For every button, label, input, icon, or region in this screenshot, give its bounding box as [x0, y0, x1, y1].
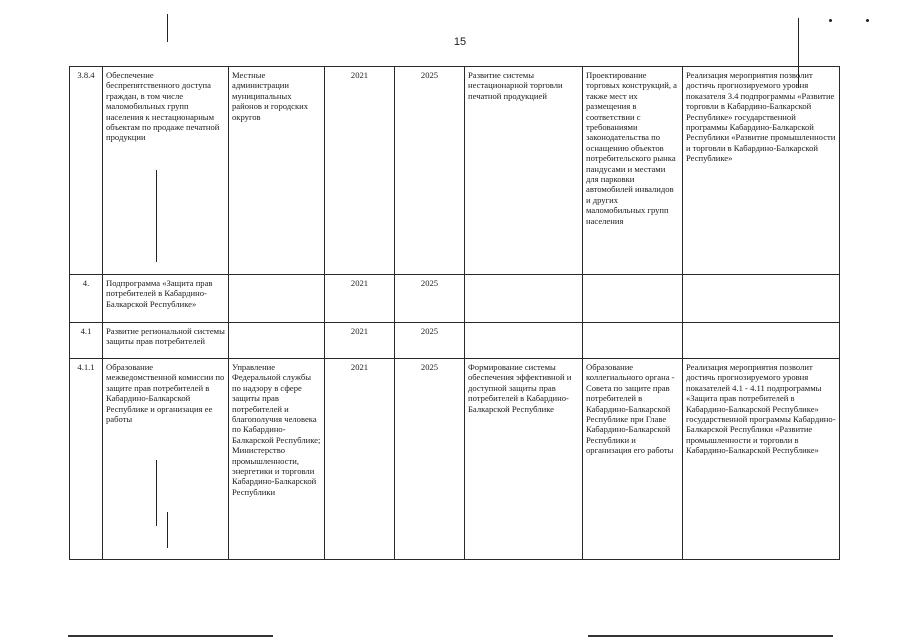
scan-line — [167, 512, 168, 548]
end-year: 2025 — [395, 67, 465, 275]
indicator-impact: Реализация мероприятия позволит достичь прогнозируемого уровня показателя 3.4 подпрограммы «Развитие торговли в Кабардино-Балкарской Республике» государственной программы Кабардино-Балкарской Республики «Развитие промышленности и торговли в Кабардино-Балкарской Республике» — [683, 67, 840, 275]
row-number: 4. — [70, 275, 103, 323]
direction — [465, 275, 583, 323]
measure-name: Развитие региональной системы защиты прав потребителей — [103, 323, 229, 359]
measures-table — [69, 66, 840, 560]
scan-line — [156, 170, 157, 262]
measure-name: Обеспечение беспрепятственного доступа граждан, в том числе маломобильных групп населения к нестационарным объектам по продаже печатной продукции — [103, 67, 229, 275]
scan-edge-left — [68, 635, 273, 637]
expected-result — [583, 323, 683, 359]
indicator-impact — [683, 323, 840, 359]
executor: Управление Федеральной службы по надзору в сфере защиты прав потребителей и благополучия человека по Кабардино-Балкарской Республике; Министерство промышленности, энергетики и торговли Кабардино-Балкарской Республики — [229, 359, 325, 560]
expected-result: Образование коллегиального органа - Совета по защите прав потребителей в Кабардино-Балкарской Республике при Главе Кабардино-Балкарской Республики и организация его работы — [583, 359, 683, 560]
table-row — [70, 275, 840, 323]
direction: Формирование системы обеспечения эффективной и доступной защиты прав потребителей в Кабардино-Балкарской Республике — [465, 359, 583, 560]
row-number: 3.8.4 — [70, 67, 103, 275]
start-year: 2021 — [325, 67, 395, 275]
direction — [465, 323, 583, 359]
scan-dot — [829, 19, 832, 22]
start-year: 2021 — [325, 359, 395, 560]
table-row — [70, 67, 840, 275]
scan-dot — [866, 19, 869, 22]
executor — [229, 275, 325, 323]
table-row — [70, 323, 840, 359]
measure-name: Подпрограмма «Защита прав потребителей в Кабардино-Балкарской Республике» — [103, 275, 229, 323]
table-row — [70, 359, 840, 560]
executor — [229, 323, 325, 359]
expected-result — [583, 275, 683, 323]
indicator-impact: Реализация мероприятия позволит достичь прогнозируемого уровня показателей 4.1 - 4.11 подпрограммы «Защита прав потребителей в Кабардино-Балкарской Республике» государственной программы Кабардино-Балкарской Республики «Развитие промышленности и торговли в Кабардино-Балкарской Республике» — [683, 359, 840, 560]
end-year: 2025 — [395, 275, 465, 323]
end-year: 2025 — [395, 323, 465, 359]
indicator-impact — [683, 275, 840, 323]
page-number: 15 — [453, 36, 467, 48]
measure-name: Образование межведомственной комиссии по защите прав потребителей в Кабардино-Балкарской Республике и организация ее работы — [103, 359, 229, 560]
row-number: 4.1 — [70, 323, 103, 359]
direction: Развитие системы нестационарной торговли печатной продукцией — [465, 67, 583, 275]
start-year: 2021 — [325, 275, 395, 323]
end-year: 2025 — [395, 359, 465, 560]
executor: Местные администрации муниципальных районов и городских округов — [229, 67, 325, 275]
row-number: 4.1.1 — [70, 359, 103, 560]
expected-result: Проектирование торговых конструкций, а также мест их размещения в соответствии с требованиями законодательства по оснащению объектов потребительского рынка пандусами и местами для парковки автомобилей инвалидов и других маломобильных групп населения — [583, 67, 683, 275]
scan-edge-right — [588, 635, 833, 637]
scan-line — [156, 460, 157, 526]
start-year: 2021 — [325, 323, 395, 359]
